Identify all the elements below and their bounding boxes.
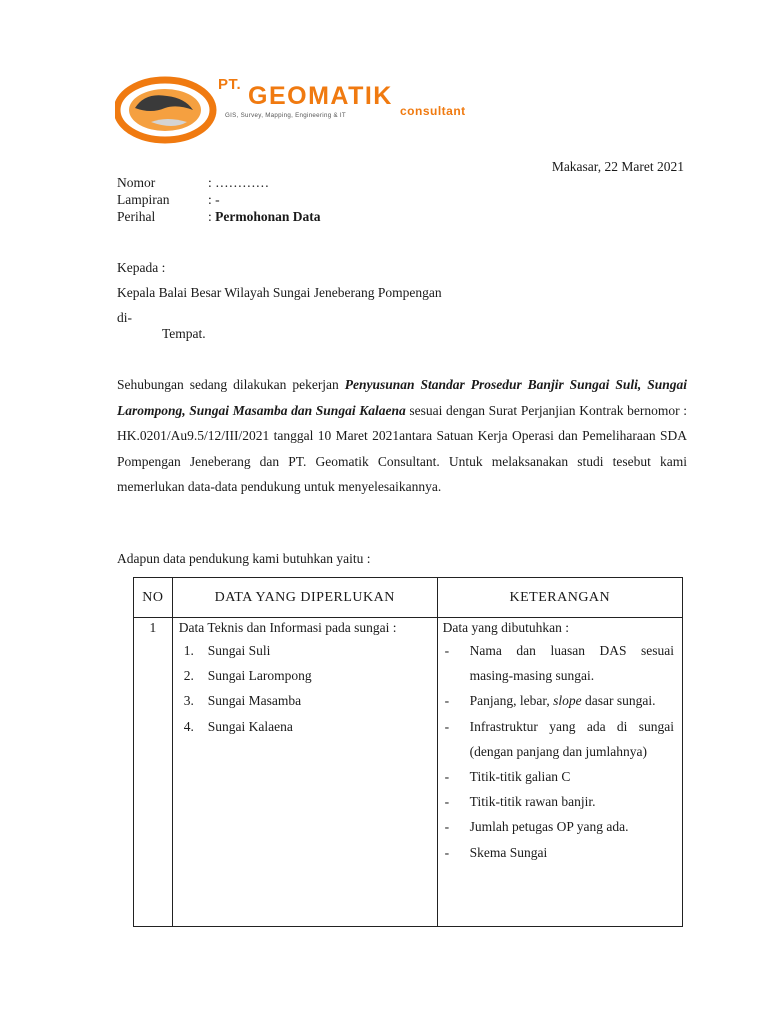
list-item-label: Jumlah petugas OP yang ada. bbox=[469, 819, 629, 835]
data-request-table bbox=[133, 577, 683, 927]
list-item bbox=[179, 688, 437, 713]
list-item-label: Titik-titik galian C bbox=[469, 769, 571, 785]
body-p1-project: Penyusunan Standar Prosedur Banjir Sungai Suli, Sungai Larompong, Sungai Masamba dan Sungai Kalaena bbox=[117, 377, 688, 418]
meta-lampiran-value: : - bbox=[208, 192, 220, 207]
body-p1-intro: Sehubungan sedang dilakukan pekerjan bbox=[117, 377, 345, 392]
header-no: NO bbox=[134, 578, 173, 618]
list-item-label: Titik-titik rawan banjir. bbox=[469, 794, 596, 810]
row-ket-title: Data yang dibutuhkan : bbox=[442, 620, 570, 635]
logo-suffix: consultant bbox=[400, 104, 466, 118]
list-item-dash: - bbox=[444, 819, 450, 835]
list-item-label: Sungai Larompong bbox=[207, 668, 312, 684]
body-p1-rest: sesuai dengan Surat Perjanjian Kontrak bernomor : HK.0201/Au9.5/12/III/2021 tanggal 10 Maret 2021antara Satuan Kerja Operasi dan Pemeliharaan SDA Pompengan Jeneberang dan PT. Geomatik Consultant. Untuk melaksanakan studi tesebut kami memerlukan data-data pendukung untuk menyelesaikannya. bbox=[117, 402, 687, 495]
logo-prefix: PT. bbox=[218, 76, 242, 93]
list-item-number: 1. bbox=[183, 643, 194, 658]
list-item bbox=[443, 764, 674, 789]
meta-nomor-label: Nomor bbox=[117, 175, 156, 190]
list-item bbox=[443, 714, 674, 764]
list-item-label: Sungai Suli bbox=[207, 643, 271, 658]
row-keterangan-cell bbox=[437, 618, 682, 927]
list-item bbox=[443, 789, 674, 814]
recipient-tempat: Tempat. bbox=[162, 326, 206, 341]
logo-tagline: GIS, Survey, Mapping, Engineering & IT bbox=[225, 112, 346, 119]
header-keterangan: KETERANGAN bbox=[437, 578, 682, 618]
list-item bbox=[443, 638, 674, 688]
header-data: DATA YANG DIPERLUKAN bbox=[172, 578, 437, 618]
meta-perihal-label: Perihal bbox=[117, 209, 156, 224]
list-item-label-b: dasar sungai. bbox=[581, 693, 656, 709]
list-item-number: 4. bbox=[183, 718, 194, 734]
meta-nomor-value: : ………… bbox=[208, 175, 270, 190]
list-item-label: Infrastruktur yang ada di sungai (dengan panjang dan jumlahnya) bbox=[469, 718, 674, 759]
meta-lampiran-label: Lampiran bbox=[117, 192, 170, 207]
list-item-label-italic: slope bbox=[553, 693, 582, 709]
list-item-number: 2. bbox=[183, 668, 194, 684]
row-data-cell bbox=[172, 618, 437, 927]
list-item bbox=[179, 714, 437, 739]
logo-name: GEOMATIK bbox=[248, 82, 393, 110]
list-item-dash: - bbox=[444, 718, 450, 734]
recipient-kepada: Kepada : bbox=[117, 260, 166, 275]
meta-perihal-colon: : bbox=[208, 209, 216, 224]
list-item bbox=[443, 688, 674, 713]
list-item-dash: - bbox=[444, 769, 450, 785]
letter-date: Makasar, 22 Maret 2021 bbox=[551, 159, 684, 174]
body-paragraph bbox=[117, 372, 687, 500]
list-item bbox=[443, 814, 674, 839]
list-item bbox=[179, 663, 437, 688]
list-item-dash: - bbox=[444, 794, 450, 810]
table-header-row bbox=[134, 578, 683, 618]
river-list bbox=[179, 638, 437, 739]
recipient-name: Kepala Balai Besar Wilayah Sungai Jeneberang Pompengan bbox=[117, 285, 442, 300]
table-row bbox=[134, 618, 683, 927]
list-item-label: Sungai Kalaena bbox=[207, 718, 293, 734]
list-item-dash: - bbox=[444, 643, 450, 658]
list-item-dash: - bbox=[444, 844, 450, 860]
list-item-label: Skema Sungai bbox=[469, 844, 548, 860]
recipient-di: di- bbox=[117, 310, 132, 325]
meta-perihal-subject: Permohonan Data bbox=[215, 209, 321, 224]
keterangan-list bbox=[443, 638, 674, 865]
list-item-label-a: Panjang, lebar, bbox=[469, 693, 554, 709]
list-item-dash: - bbox=[444, 693, 450, 709]
row-no: 1 bbox=[134, 618, 173, 927]
list-item-number: 3. bbox=[183, 693, 194, 709]
list-item bbox=[179, 638, 437, 663]
list-item-label: Sungai Masamba bbox=[207, 693, 302, 709]
list-item-label: Nama dan luasan DAS sesuai masing-masing sungai. bbox=[469, 643, 674, 684]
list-item bbox=[443, 840, 674, 865]
meta-perihal-value bbox=[208, 209, 321, 225]
row-data-title: Data Teknis dan Informasi pada sungai : bbox=[178, 620, 397, 635]
body-paragraph-2: Adapun data pendukung kami butuhkan yaitu : bbox=[117, 551, 371, 566]
